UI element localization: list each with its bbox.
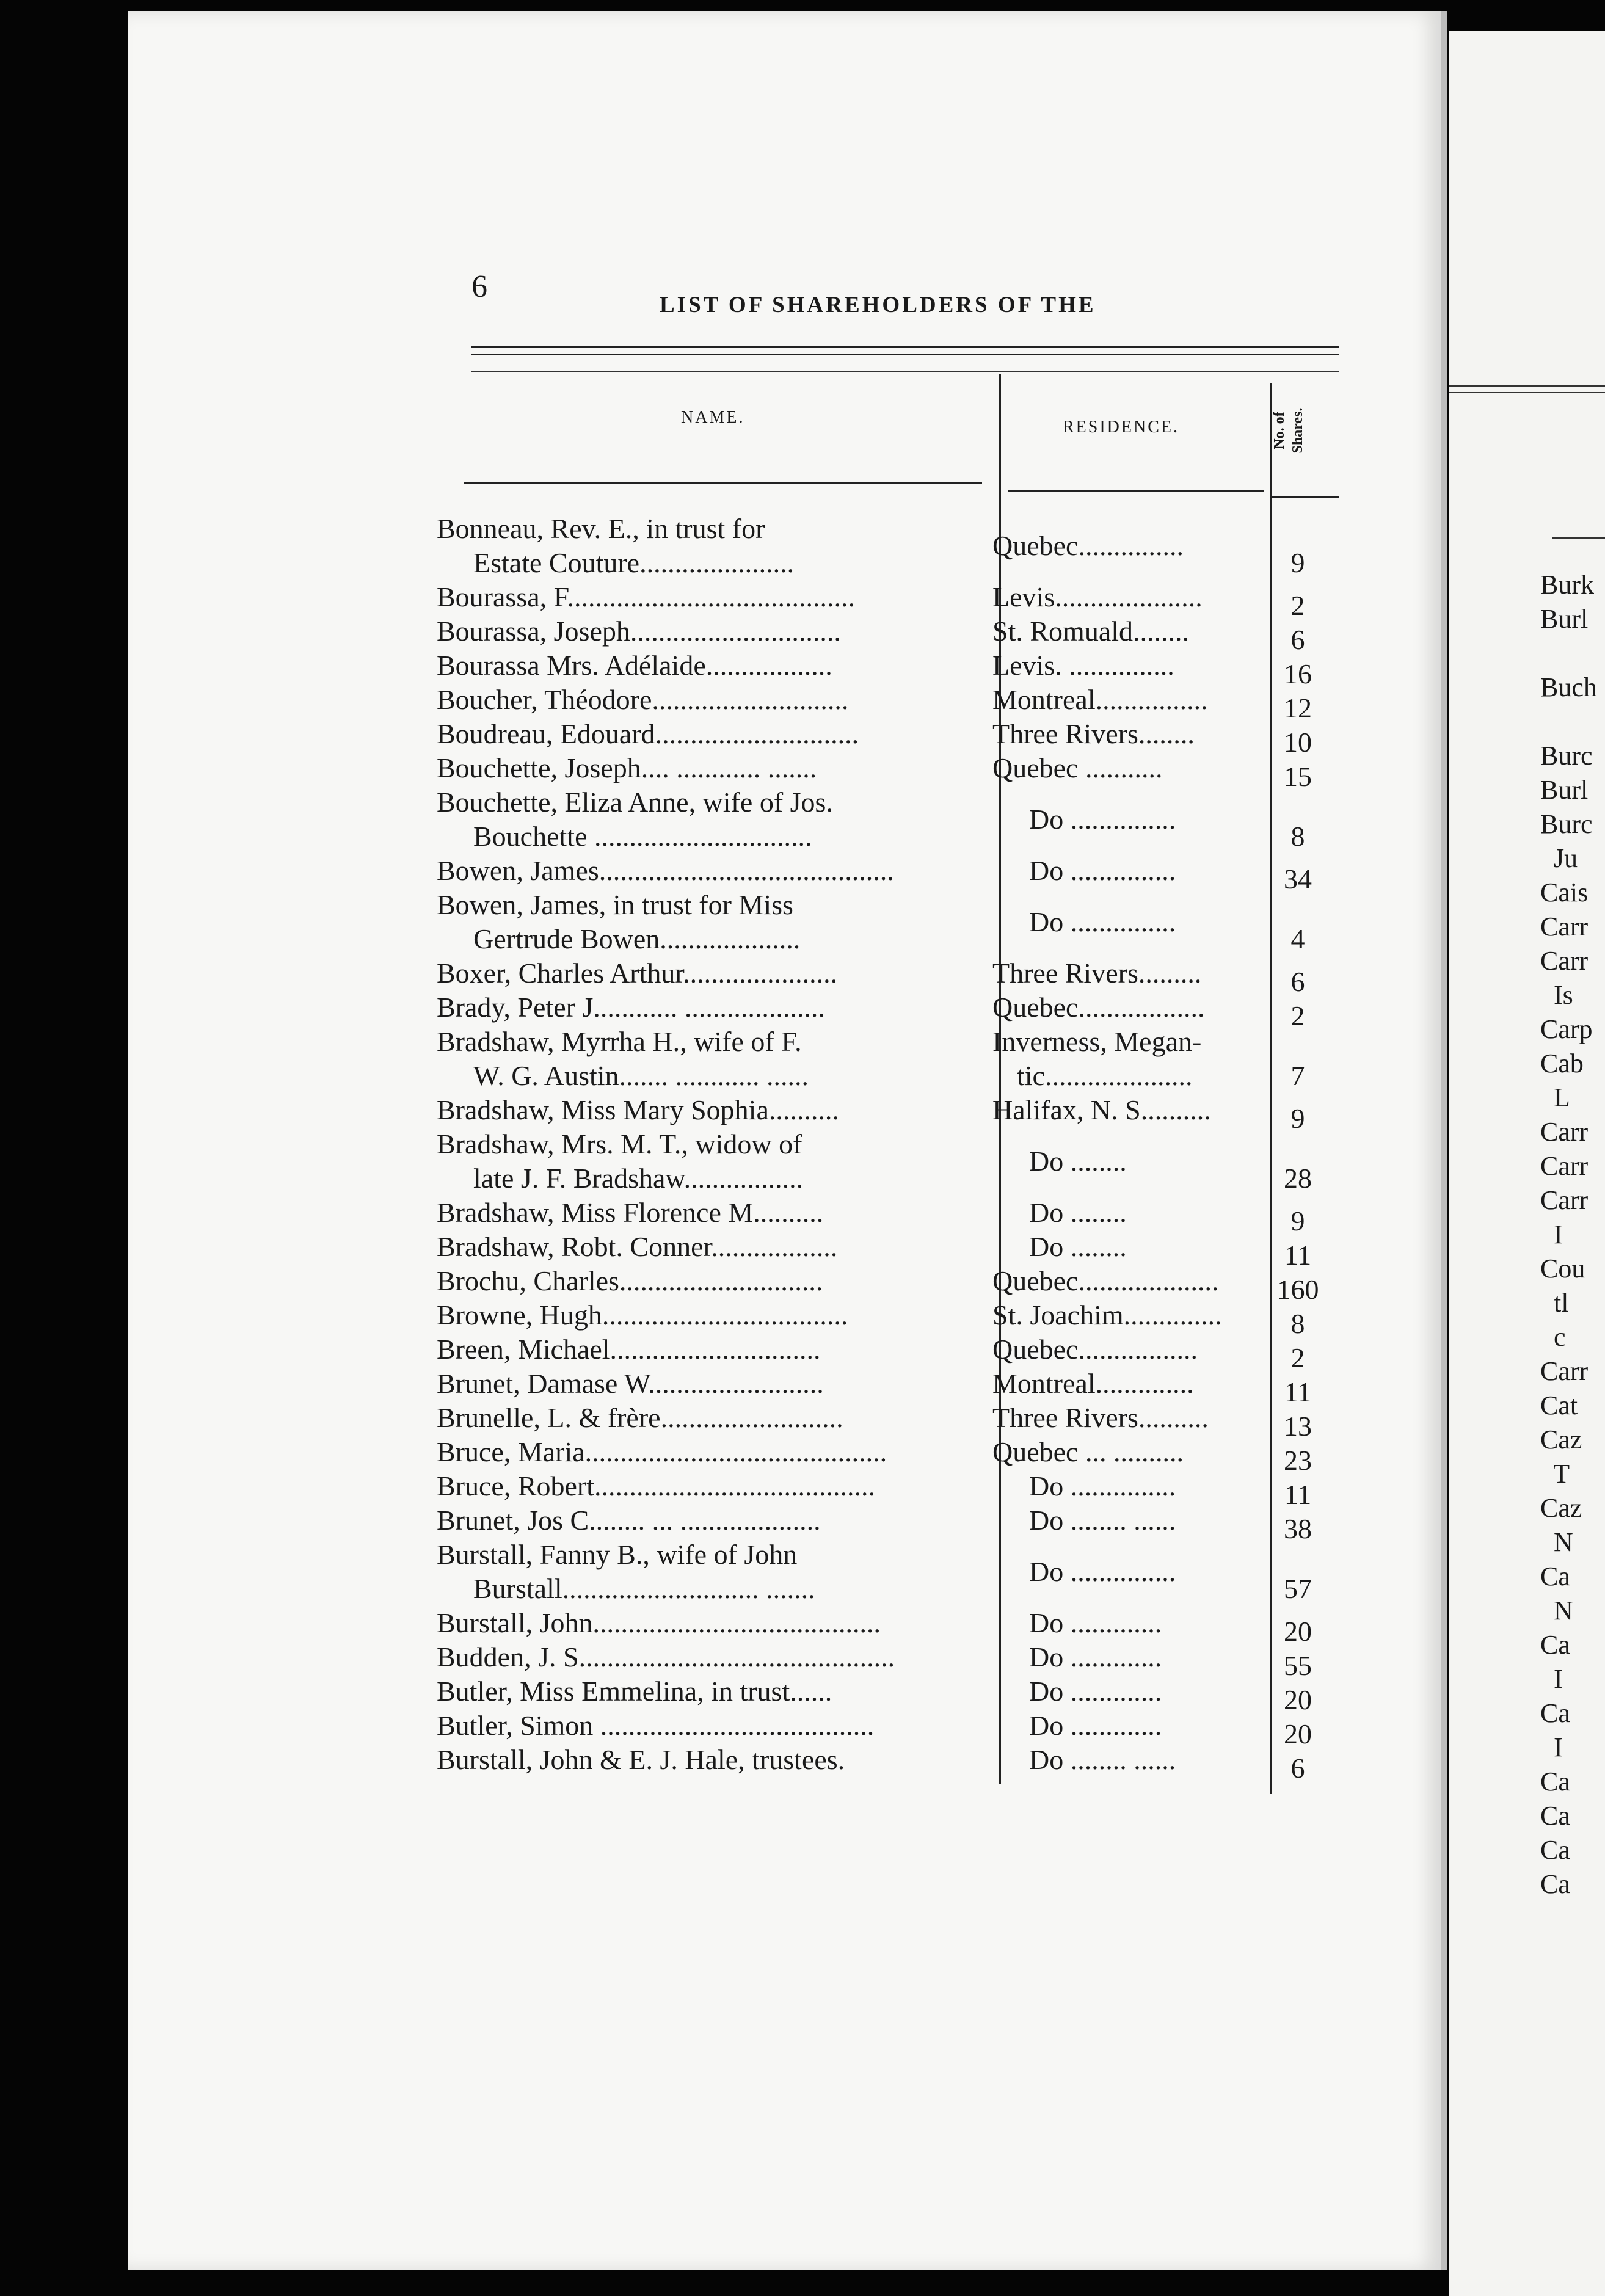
shareholder-name-line: Butler, Miss Emmelina, in trust......: [437, 1676, 832, 1707]
table-row: [437, 614, 1328, 655]
residence: St. Joachim..............: [992, 1299, 1222, 1331]
shareholder-name-line: Butler, Simon .......................................: [437, 1710, 875, 1741]
shareholder-name: [437, 1367, 974, 1401]
facing-page-fragment: Buch: [1540, 672, 1597, 702]
share-count: 12: [1284, 692, 1312, 724]
shareholder-name: [437, 1709, 974, 1743]
column-header-rule: [464, 482, 982, 484]
share-count: 6: [1290, 1753, 1305, 1784]
share-count: 16: [1284, 658, 1312, 689]
table-row: [437, 1298, 1328, 1339]
shareholder-name: [437, 785, 974, 854]
page-number: 6: [471, 269, 487, 304]
shareholder-name-line: Burstall, John & E. J. Hale, trustees.: [437, 1744, 845, 1775]
shareholder-name: [437, 648, 974, 683]
shareholder-name-line: Burstall............................ .......: [473, 1573, 815, 1604]
share-count: 34: [1284, 863, 1312, 895]
facing-page-fragment: Carp: [1540, 1014, 1593, 1044]
facing-page-fragment: [1540, 705, 1605, 739]
shareholder-name: [437, 1435, 974, 1469]
residence: Do ........: [1029, 1197, 1127, 1228]
shareholder-name: [437, 1264, 974, 1298]
facing-page-fragment: Carr: [1540, 1117, 1589, 1147]
facing-page-fragment: Carr: [1540, 946, 1589, 976]
share-count: 8: [1290, 1308, 1305, 1339]
shareholder-name: [437, 1503, 974, 1538]
residence: Quebec.................: [992, 1334, 1198, 1365]
table-row: [437, 1367, 1328, 1408]
facing-page-fragment: Ca: [1540, 1698, 1570, 1728]
residence: Do .............: [1029, 1641, 1162, 1673]
residence: Do ...............: [1029, 855, 1176, 886]
shareholder-name-line: Brunet, Jos C........ ... ....................: [437, 1505, 821, 1536]
shareholder-name: [437, 956, 974, 990]
facing-page-fragment: Ju: [1540, 843, 1578, 873]
shareholder-name: [437, 751, 974, 785]
residence: Three Rivers.........: [992, 957, 1202, 989]
facing-page-fragment: [1540, 636, 1605, 670]
residence: Do .............: [1029, 1607, 1162, 1638]
table-row: [437, 1503, 1328, 1544]
share-count: 20: [1284, 1616, 1312, 1647]
residence: Do ...............: [1029, 906, 1176, 937]
shareholder-name-line: Brochu, Charles.............................: [437, 1265, 823, 1296]
facing-page-fragment: I: [1540, 1664, 1563, 1694]
shareholder-name: [437, 1538, 974, 1606]
shareholder-name-line: Bouchette, Joseph.... ............ .......: [437, 752, 817, 783]
residence: Inverness, Megan- tic.....................: [992, 1026, 1202, 1091]
residence: Do ........ ......: [1029, 1744, 1176, 1775]
facing-page-fragment: Carr: [1540, 1356, 1589, 1386]
shareholder-name-line: Bradshaw, Myrrha H., wife of F.: [437, 1026, 802, 1057]
share-count: 11: [1284, 1376, 1312, 1408]
residence: Quebec ...........: [992, 752, 1163, 783]
facing-page-name-fragments: [1540, 568, 1605, 1902]
shareholder-name-line: Breen, Michael..............................: [437, 1334, 821, 1365]
residence: Three Rivers..........: [992, 1402, 1209, 1433]
shareholder-name-line: Bouchette ...............................: [473, 821, 812, 852]
facing-page-fragment: Ca: [1540, 1801, 1570, 1831]
share-count: 2: [1290, 590, 1305, 621]
shareholder-name-line: Bourassa, Joseph..............................: [437, 616, 841, 647]
shareholder-name-line: Bourassa Mrs. Adélaide..................: [437, 650, 832, 681]
shareholder-name: [437, 512, 974, 580]
residence: Montreal..............: [992, 1368, 1194, 1399]
shareholder-name-line: Bouchette, Eliza Anne, wife of Jos.: [437, 787, 833, 818]
share-count: 2: [1290, 1000, 1305, 1031]
table-row: [437, 1230, 1328, 1271]
shareholder-name-line: late J. F. Bradshaw.................: [473, 1163, 804, 1194]
facing-page-fragment: tl: [1540, 1288, 1569, 1318]
table-row: [437, 785, 1328, 854]
table-row: [437, 1606, 1328, 1647]
shareholder-name-line: Brunelle, L. & frère..........................: [437, 1402, 843, 1433]
table-row: [437, 1127, 1328, 1196]
residence: St. Romuald........: [992, 616, 1190, 647]
facing-page-fragment: Carr: [1540, 1151, 1589, 1181]
residence: Quebec...............: [992, 530, 1184, 561]
facing-page-fragment: Cab: [1540, 1048, 1584, 1078]
residence: Do ........ ......: [1029, 1505, 1176, 1536]
shareholder-name: [437, 580, 974, 614]
residence: Do .............: [1029, 1676, 1162, 1707]
table-row: [437, 580, 1328, 621]
shareholder-name-line: Boucher, Théodore............................: [437, 684, 849, 715]
table-row: [437, 683, 1328, 724]
table-row: [437, 888, 1328, 956]
shareholder-name: [437, 1674, 974, 1709]
facing-page-fragment: Carr: [1540, 1185, 1589, 1215]
share-count: 10: [1284, 727, 1312, 758]
shareholder-name-line: Bourassa, F.........................................: [437, 581, 856, 612]
column-header-name: NAME.: [681, 408, 745, 427]
table-row: [437, 1401, 1328, 1442]
header-rule: [471, 346, 1339, 348]
table-row: [437, 1640, 1328, 1681]
table-row: [437, 1093, 1328, 1134]
table-row: [437, 1196, 1328, 1237]
share-count: 57: [1284, 1573, 1312, 1604]
residence: Do ...............: [1029, 1556, 1176, 1587]
column-header-shares: No. of Shares.: [1272, 407, 1306, 454]
shareholder-name-line: Boxer, Charles Arthur......................: [437, 957, 838, 989]
share-count: 2: [1290, 1342, 1305, 1373]
shareholder-table: [437, 512, 1328, 1784]
facing-page-fragment: Carr: [1540, 912, 1589, 942]
shareholder-name: [437, 1127, 974, 1196]
share-count: 11: [1284, 1479, 1312, 1510]
facing-page-fragment: Burc: [1540, 741, 1593, 771]
residence: Quebec ... ..........: [992, 1436, 1184, 1467]
table-row: [437, 1435, 1328, 1476]
share-count: 6: [1290, 966, 1305, 997]
shareholder-name-line: Estate Couture......................: [473, 547, 795, 578]
shareholder-name-line: Bradshaw, Robt. Conner..................: [437, 1231, 838, 1262]
header-rule: [471, 371, 1339, 372]
residence: Do ...............: [1029, 1470, 1176, 1502]
shareholder-name-line: Bonneau, Rev. E., in trust for: [437, 513, 765, 544]
facing-page-fragment: N: [1540, 1596, 1573, 1626]
header-rule: [471, 354, 1339, 355]
shareholder-name-line: Boudreau, Edouard.............................: [437, 718, 859, 749]
table-row: [437, 854, 1328, 895]
shareholder-name-line: Burstall, Fanny B., wife of John: [437, 1539, 798, 1570]
table-row: [437, 1025, 1328, 1093]
facing-page-fragment: Ca: [1540, 1630, 1570, 1660]
shareholder-name: [437, 1093, 974, 1127]
share-count: 160: [1276, 1274, 1319, 1305]
shareholder-name-line: Bradshaw, Mrs. M. T., widow of: [437, 1128, 802, 1160]
share-count: 9: [1290, 547, 1305, 578]
shareholder-name: [437, 1332, 974, 1367]
residence: Do ........: [1029, 1231, 1127, 1262]
share-count: 9: [1290, 1103, 1305, 1134]
residence: Do ...............: [1029, 804, 1176, 835]
facing-page-fragment: L: [1540, 1083, 1570, 1113]
shareholder-name: [437, 1606, 974, 1640]
share-count: 55: [1284, 1650, 1312, 1681]
facing-page-edge: [1449, 31, 1605, 2296]
table-row: [437, 1743, 1328, 1784]
share-count: 15: [1284, 761, 1312, 792]
share-count: 7: [1290, 1060, 1305, 1091]
shareholder-name-line: Bruce, Maria...........................................: [437, 1436, 887, 1467]
facing-page-fragment: c: [1540, 1322, 1566, 1352]
shareholder-name-line: Brunet, Damase W.........................: [437, 1368, 824, 1399]
facing-page-fragment: Cat: [1540, 1390, 1578, 1420]
shareholder-name: [437, 717, 974, 751]
facing-page-fragment: Cais: [1540, 877, 1589, 907]
facing-page-fragment: Burl: [1540, 604, 1589, 634]
shareholder-name-line: Bradshaw, Miss Florence M..........: [437, 1197, 824, 1228]
table-row: [437, 1538, 1328, 1606]
shareholder-name-line: Budden, J. S.............................................: [437, 1641, 895, 1673]
facing-page-fragment: I: [1540, 1219, 1563, 1249]
table-row: [437, 717, 1328, 758]
table-row: [437, 1709, 1328, 1749]
shareholder-name-line: W. G. Austin....... ............ ......: [473, 1060, 809, 1091]
facing-page-fragment: Ca: [1540, 1869, 1570, 1899]
residence: Levis. ...............: [992, 650, 1174, 681]
shareholder-name: [437, 1230, 974, 1264]
table-row: [437, 1264, 1328, 1305]
share-count: 20: [1284, 1684, 1312, 1715]
shareholder-name-line: Bowen, James..........................................: [437, 855, 894, 886]
shareholder-name: [437, 1743, 974, 1777]
shareholder-name-line: Browne, Hugh...................................: [437, 1299, 848, 1331]
facing-page-fragment: I: [1540, 1732, 1563, 1762]
shareholder-name: [437, 1025, 974, 1093]
facing-page-fragment: Burc: [1540, 809, 1593, 839]
facing-page-fragment: Ca: [1540, 1561, 1570, 1591]
shareholder-name-line: Gertrude Bowen....................: [473, 923, 801, 954]
shareholder-name: [437, 888, 974, 956]
residence: Do ........: [1029, 1146, 1127, 1177]
shareholder-name-line: Brady, Peter J............ ....................: [437, 992, 825, 1023]
facing-page-fragment: Ca: [1540, 1835, 1570, 1865]
residence: Halifax, N. S..........: [992, 1094, 1211, 1125]
shareholder-name: [437, 614, 974, 648]
facing-page-fragment: Caz: [1540, 1425, 1582, 1455]
table-row: [437, 751, 1328, 792]
residence: Do .............: [1029, 1710, 1162, 1741]
share-count: 28: [1284, 1163, 1312, 1194]
residence: Levis.....................: [992, 581, 1203, 612]
residence: Quebec....................: [992, 1265, 1219, 1296]
facing-page-fragment: Caz: [1540, 1493, 1582, 1523]
table-row: [437, 648, 1328, 689]
residence: Montreal................: [992, 684, 1208, 715]
residence: Quebec..................: [992, 992, 1205, 1023]
facing-page-fragment: Is: [1540, 980, 1573, 1010]
facing-page-fragment: Burk: [1540, 570, 1594, 600]
shareholder-name: [437, 990, 974, 1025]
table-row: [437, 1469, 1328, 1510]
table-row: [437, 956, 1328, 997]
shareholder-name: [437, 854, 974, 888]
table-row: [437, 1674, 1328, 1715]
column-header-residence: RESIDENCE.: [1063, 418, 1179, 437]
residence: Three Rivers........: [992, 718, 1195, 749]
share-count: 38: [1284, 1513, 1312, 1544]
shareholder-name: [437, 683, 974, 717]
column-header-rule: [1272, 496, 1339, 498]
share-count: 6: [1290, 624, 1305, 655]
shareholder-name: [437, 1401, 974, 1435]
share-count: 4: [1290, 923, 1305, 954]
facing-page-fragment: Ca: [1540, 1767, 1570, 1796]
table-row: [437, 990, 1328, 1031]
facing-page-fragment: Burl: [1540, 775, 1589, 805]
shareholder-name: [437, 1196, 974, 1230]
shareholder-name: [437, 1298, 974, 1332]
shareholder-name: [437, 1469, 974, 1503]
facing-page-fragment: N: [1540, 1527, 1573, 1557]
column-header-rule: [1008, 490, 1264, 492]
running-head: LIST OF SHAREHOLDERS OF THE: [660, 292, 1096, 318]
table-row: [437, 1332, 1328, 1373]
shareholder-name-line: Bowen, James, in trust for Miss: [437, 889, 793, 920]
table-row: [437, 512, 1328, 580]
share-count: 20: [1284, 1718, 1312, 1749]
share-count: 8: [1290, 821, 1305, 852]
shareholder-name: [437, 1640, 974, 1674]
share-count: 23: [1284, 1445, 1312, 1476]
shareholder-name-line: Burstall, John.........................................: [437, 1607, 881, 1638]
share-count: 11: [1284, 1240, 1312, 1271]
share-count: 13: [1284, 1411, 1312, 1442]
shareholder-name-line: Bruce, Robert........................................: [437, 1470, 876, 1502]
facing-page-fragment: T: [1540, 1459, 1570, 1489]
share-count: 9: [1290, 1205, 1305, 1237]
shareholder-name-line: Bradshaw, Miss Mary Sophia..........: [437, 1094, 839, 1125]
facing-page-fragment: Cou: [1540, 1254, 1585, 1284]
